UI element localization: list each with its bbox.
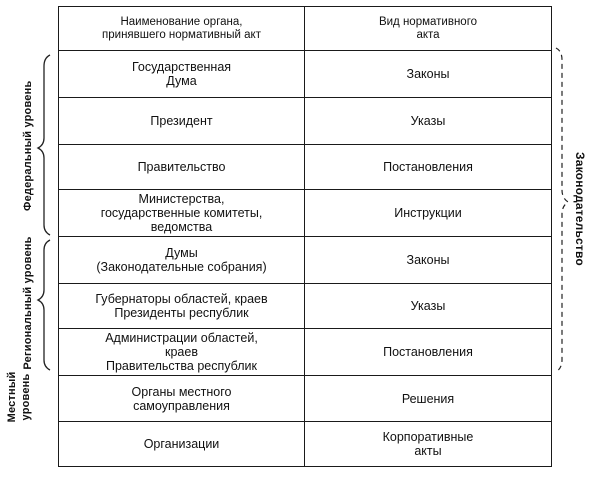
table-row-organ: Министерства, государственные комитеты, ведомства bbox=[59, 190, 305, 237]
normative-acts-table bbox=[58, 6, 552, 467]
table-row-act-type: Инструкции bbox=[305, 190, 551, 237]
table-row-act-type: Постановления bbox=[305, 329, 551, 376]
federal-level-label: Федеральный уровень bbox=[22, 80, 34, 211]
header-organ: Наименование органа, принявшего нормативный акт bbox=[59, 7, 305, 51]
table-row-organ: Губернаторы областей, краев Президенты республик bbox=[59, 284, 305, 329]
table-row-organ: Органы местного самоуправления bbox=[59, 376, 305, 422]
legislation-bracket bbox=[556, 48, 568, 372]
table-row-act-type: Законы bbox=[305, 237, 551, 284]
federal-bracket bbox=[38, 55, 50, 235]
regional-level-label: Региональный уровень bbox=[22, 236, 34, 370]
table-row-act-type: Указы bbox=[305, 284, 551, 329]
table-row-act-type: Постановления bbox=[305, 145, 551, 190]
local-level-label-line1: Местный bbox=[6, 371, 18, 423]
table-row-organ: Администрации областей, краев Правительства республик bbox=[59, 329, 305, 376]
local-level-label-line2: уровень bbox=[20, 373, 32, 421]
regional-bracket bbox=[38, 240, 50, 370]
table-row-organ: Организации bbox=[59, 422, 305, 466]
table-row-organ: Президент bbox=[59, 98, 305, 145]
table-row-act-type: Корпоративные акты bbox=[382, 430, 474, 458]
table-row-act-type: Законы bbox=[305, 51, 551, 98]
header-act-type: Вид нормативного акта bbox=[305, 7, 551, 51]
table-row-act-type: Решения bbox=[305, 376, 551, 422]
table-row-organ: Правительство bbox=[59, 145, 305, 190]
table-row-organ: Государственная Дума bbox=[59, 51, 305, 98]
table-row-act-type: Указы bbox=[305, 98, 551, 145]
table-row-organ: Думы (Законодательные собрания) bbox=[59, 237, 305, 284]
legislation-label: Законодательство bbox=[573, 152, 587, 266]
